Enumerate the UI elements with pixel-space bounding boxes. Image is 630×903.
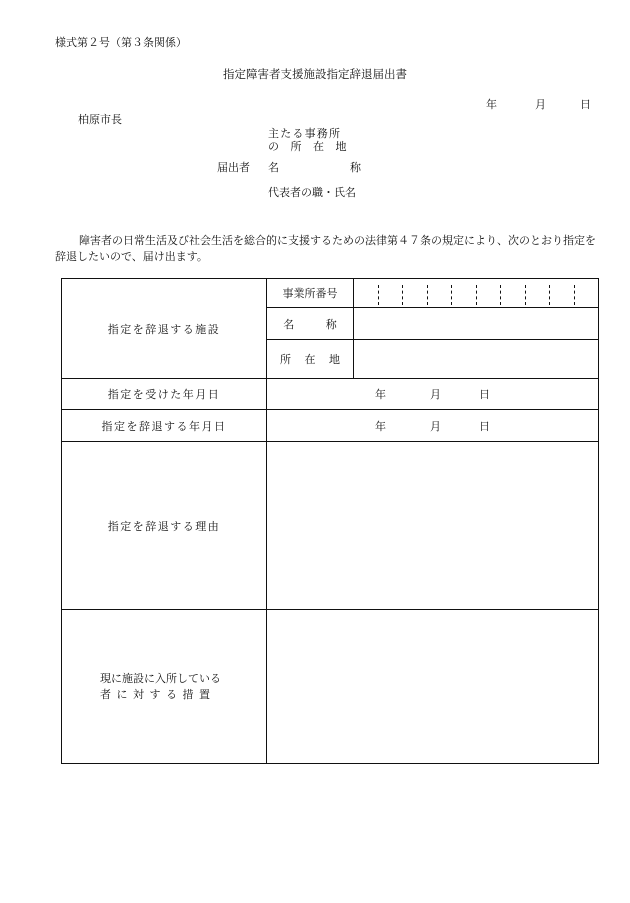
measures-label-line1: 現に施設に入所している	[100, 671, 221, 685]
office-number-digit[interactable]	[403, 285, 428, 305]
date-day-label: 日	[580, 98, 591, 111]
received-day: 日	[479, 388, 490, 401]
withdrawal-form-table	[61, 278, 599, 764]
form-number: 様式第２号（第３条関係）	[55, 36, 187, 49]
received-year: 年	[375, 388, 386, 401]
office-number-digit[interactable]	[575, 285, 599, 305]
facility-name-field[interactable]	[354, 308, 599, 340]
facility-name-label: 名 称	[267, 308, 354, 340]
date-month-label: 月	[535, 98, 546, 111]
facility-address-field[interactable]	[354, 340, 599, 379]
measures-label-line2: 者 に 対 す る 措 置	[100, 687, 211, 701]
office-address-label-line1: 主たる事務所	[268, 127, 342, 140]
office-number-digit[interactable]	[379, 285, 404, 305]
withdraw-day: 日	[479, 419, 490, 433]
reason-field[interactable]	[267, 442, 599, 610]
office-number-digit[interactable]	[526, 285, 551, 305]
office-number-field[interactable]	[354, 279, 599, 308]
addressee: 柏原市長	[78, 113, 122, 126]
applicant-label: 届出者	[217, 161, 250, 174]
received-month: 月	[430, 388, 441, 401]
office-number-digit[interactable]	[501, 285, 526, 305]
office-number-digit[interactable]	[477, 285, 502, 305]
applicant-name-label-1: 名	[268, 161, 279, 174]
applicant-name-label-2: 称	[350, 161, 361, 174]
office-number-digit[interactable]	[428, 285, 453, 305]
withdraw-date-label: 指定を辞退する年月日	[62, 410, 267, 442]
measures-label	[62, 610, 267, 764]
office-number-label: 事業所番号	[267, 279, 354, 308]
withdraw-year: 年	[375, 419, 386, 433]
received-date-label: 指定を受けた年月日	[62, 379, 267, 410]
received-date-field[interactable]	[267, 379, 599, 410]
body-text: 障害者の日常生活及び社会生活を総合的に支援するための法律第４７条の規定により、次のとおり指定を辞退したいので、届け出ます。	[55, 234, 596, 263]
office-number-digit[interactable]	[354, 285, 379, 305]
document-title: 指定障害者支援施設指定辞退届出書	[223, 67, 407, 81]
facility-label: 指定を辞退する施設	[62, 279, 267, 379]
date-year-label: 年	[486, 98, 497, 111]
withdraw-month: 月	[430, 419, 441, 433]
measures-field[interactable]	[267, 610, 599, 764]
office-address-label-line2: の 所 在 地	[268, 140, 347, 153]
office-number-digit[interactable]	[550, 285, 575, 305]
representative-label: 代表者の職・氏名	[268, 186, 356, 199]
withdraw-date-field[interactable]	[267, 410, 599, 442]
office-number-digit[interactable]	[452, 285, 477, 305]
facility-address-label: 所 在 地	[267, 340, 354, 379]
reason-label: 指定を辞退する理由	[62, 442, 267, 610]
